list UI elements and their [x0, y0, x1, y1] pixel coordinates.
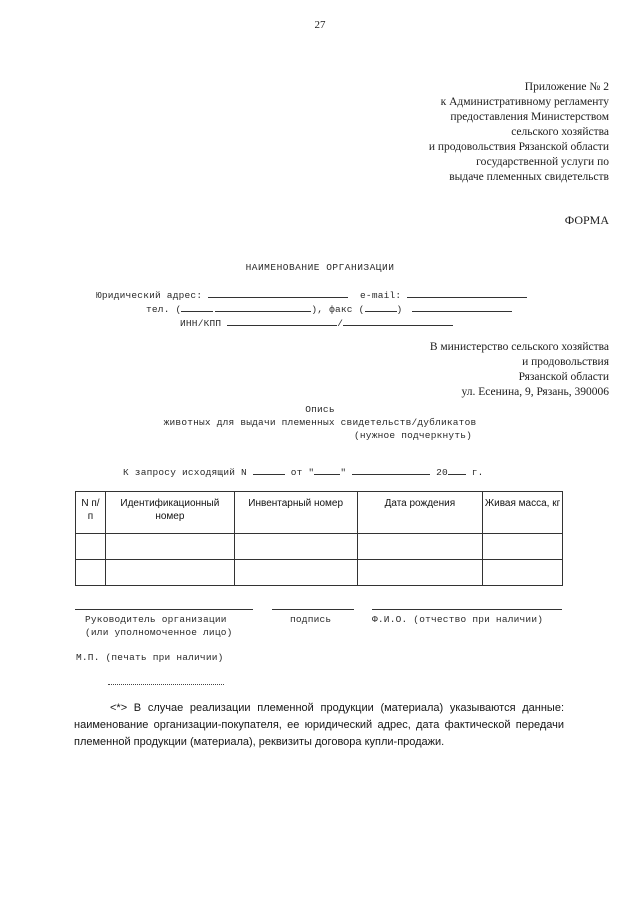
column-header: Идентификационный номер	[105, 492, 234, 534]
fio-label: Ф.И.О. (отчество при наличии)	[372, 614, 544, 625]
addressee-line: ул. Есенина, 9, Рязань, 390006	[461, 386, 609, 398]
addressee-block	[309, 340, 609, 400]
appendix-line: предоставления Министерством	[450, 111, 609, 123]
table-cell[interactable]	[105, 560, 234, 586]
inventory-title: Опись	[305, 404, 335, 415]
phone-label: тел. (	[146, 304, 182, 315]
request-number-blank[interactable]	[253, 465, 285, 475]
column-header: Инвентарный номер	[234, 492, 357, 534]
column-header: N п/п	[76, 492, 106, 534]
fax-label: ), факс (	[311, 304, 365, 315]
legal-address-label: Юридический адрес:	[96, 290, 203, 301]
table-cell[interactable]	[357, 534, 483, 560]
request-from: от "	[290, 467, 315, 478]
request-year-suffix: г.	[471, 467, 484, 478]
table-cell[interactable]	[483, 534, 563, 560]
appendix-line: сельского хозяйства	[511, 126, 609, 138]
request-prefix: К запросу исходящий N	[123, 467, 247, 478]
table-cell[interactable]	[234, 534, 357, 560]
signature-label: подпись	[290, 614, 332, 625]
fax-code-blank[interactable]	[365, 302, 397, 312]
inn-slash: /	[337, 318, 344, 329]
inn-label: ИНН/КПП	[180, 318, 222, 329]
org-title: НАИМЕНОВАНИЕ ОРГАНИЗАЦИИ	[245, 262, 395, 273]
table-cell[interactable]	[76, 560, 106, 586]
request-day-blank[interactable]	[314, 465, 340, 475]
inventory-subtitle: животных для выдачи племенных свидетельств/дубликатов	[163, 417, 477, 428]
table-cell[interactable]	[234, 560, 357, 586]
column-header: Живая масса, кг	[483, 492, 563, 534]
table-header-row	[76, 492, 563, 534]
appendix-line: к Административному регламенту	[440, 96, 609, 108]
appendix-line: Приложение № 2	[524, 81, 609, 93]
kpp-blank[interactable]	[343, 316, 453, 326]
addressee-line: и продовольствия	[522, 356, 609, 368]
form-label: ФОРМА	[564, 213, 609, 227]
table-row	[76, 534, 563, 560]
animals-table	[75, 491, 563, 586]
addressee-line: Рязанской области	[518, 371, 609, 383]
page-number: 27	[314, 19, 326, 31]
table-cell[interactable]	[483, 560, 563, 586]
table-cell[interactable]	[357, 560, 483, 586]
column-header: Дата рождения	[357, 492, 483, 534]
inventory-note: (нужное подчеркнуть)	[354, 430, 473, 441]
appendix-line: государственной услуги по	[476, 156, 609, 168]
appendix-line: и продовольствия Рязанской области	[428, 141, 609, 153]
inn-row	[180, 316, 453, 329]
signature-line[interactable]	[272, 609, 354, 610]
phone-fax-row: тел. ( ), факс ( )	[146, 302, 512, 315]
request-quote: "	[340, 467, 347, 478]
appendix-header	[309, 80, 609, 185]
request-year-blank[interactable]	[448, 465, 466, 475]
email-blank[interactable]	[407, 288, 527, 298]
head-sublabel: (или уполномоченное лицо)	[85, 627, 233, 638]
phone-code-blank[interactable]	[181, 302, 213, 312]
phone-number-blank[interactable]	[215, 302, 311, 312]
table-cell[interactable]	[105, 534, 234, 560]
legal-address-blank[interactable]	[208, 288, 348, 298]
email-label: e-mail:	[360, 290, 402, 301]
legal-address-row	[96, 288, 527, 301]
footnote-separator	[108, 684, 224, 685]
table-row	[76, 560, 563, 586]
head-label: Руководитель организации	[85, 614, 227, 625]
inn-blank[interactable]	[227, 316, 337, 326]
head-signature-line[interactable]	[75, 609, 253, 610]
request-row	[123, 465, 484, 478]
addressee-line: В министерство сельского хозяйства	[429, 341, 609, 353]
appendix-line: выдаче племенных свидетельств	[449, 171, 609, 183]
footnote: <*> В случае реализации племенной продукции (материала) указываются данные: наименование организации-покупателя, ее юридический адрес, дата фактической передачи племенной продукции (материала), реквизиты договора купли-продажи.	[74, 702, 564, 748]
fax-number-blank[interactable]	[412, 302, 512, 312]
request-month-blank[interactable]	[352, 465, 430, 475]
request-year-prefix: 20	[436, 467, 448, 478]
stamp-label: М.П. (печать при наличии)	[76, 652, 224, 663]
fio-signature-line[interactable]	[372, 609, 562, 610]
table-cell[interactable]	[76, 534, 106, 560]
